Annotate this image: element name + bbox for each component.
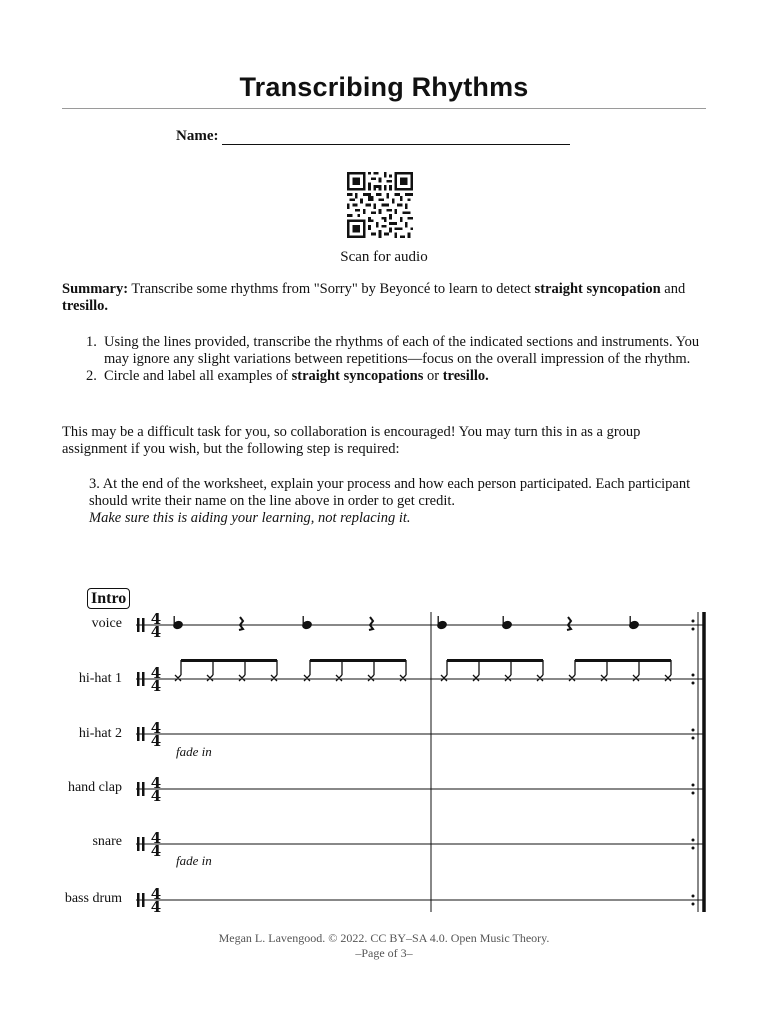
time-sig-hi-hat-2-top: 4 [150, 719, 162, 737]
instrument-label-hi-hat-2: hi-hat 2 [78, 726, 122, 741]
time-sig-hand-clap-bottom: 4 [150, 787, 162, 805]
quarter-rest [369, 617, 373, 630]
quarter-note [629, 616, 640, 630]
summary-label: Summary: [62, 281, 129, 297]
time-sig-hi-hat-2-bottom: 4 [150, 732, 162, 750]
quarter-note [502, 616, 513, 630]
instrument-label-bass-drum: bass drum [64, 891, 122, 906]
staff-system [0, 580, 768, 920]
time-sig-hi-hat-1-top: 4 [150, 664, 162, 682]
instrument-label-voice: voice [91, 616, 122, 631]
annotation-hi-hat-2: fade in [176, 744, 212, 759]
step-3-paragraph [89, 476, 708, 527]
qr-code-icon [347, 172, 413, 238]
beamed-eighths-group [175, 659, 277, 681]
title-rule [62, 108, 706, 109]
instruction-text: Using the lines provided, transcribe the rhythms of each of the indicated sections and instruments. You may ignore any slight variations between repetitions—focus on the overall impression of the rhythm. [104, 334, 700, 367]
step-3-text: 3. At the end of the worksheet, explain your process and how each person participated. Each participant should write their name on the line above in order to get credit. [89, 476, 691, 509]
collaboration-paragraph: This may be a difficult task for you, so collaboration is encouraged! You may turn this in as a group assignment if you wish, but the following step is required: [62, 424, 641, 457]
name-line[interactable] [222, 129, 570, 145]
instruction-text-1: Circle and label all examples of [104, 368, 292, 384]
summary-text-1: Transcribe some rhythms from "Sorry" by Beyoncé to learn to detect [128, 281, 535, 297]
page-title: Transcribing Rhythms [239, 72, 529, 102]
name-row [176, 128, 570, 145]
summary-paragraph [62, 281, 708, 315]
time-sig-snare-bottom: 4 [150, 842, 162, 860]
instruction-number: 2. [86, 368, 97, 384]
time-sig-voice-bottom: 4 [150, 623, 162, 641]
beamed-eighths-group [441, 659, 543, 681]
time-sig-voice-top: 4 [150, 610, 162, 628]
name-label: Name: [176, 128, 219, 144]
quarter-note [302, 616, 313, 630]
quarter-rest [567, 617, 571, 630]
annotation-snare: fade in [176, 853, 212, 868]
instruction-item [86, 368, 708, 385]
footer-page-number: –Page of 3– [355, 946, 413, 960]
footer-credit: Megan L. Lavengood. © 2022. CC BY–SA 4.0. Open Music Theory. [218, 931, 550, 945]
summary-term-straight-syncopation: straight syncopation [534, 281, 661, 297]
term-tresillo: tresillo. [442, 368, 489, 384]
time-sig-bass-drum-bottom: 4 [150, 898, 162, 916]
time-sig-hi-hat-1-bottom: 4 [150, 677, 162, 695]
instruction-text-2: or [423, 368, 443, 384]
qr-caption: Scan for audio [340, 249, 428, 265]
instrument-label-snare: snare [92, 834, 122, 849]
beamed-eighths-group [569, 659, 671, 681]
instrument-label-hi-hat-1: hi-hat 1 [78, 671, 122, 686]
rhythm-score [0, 580, 768, 920]
step-3-note: Make sure this is aiding your learning, not replacing it. [89, 510, 411, 526]
summary-text-2: and [660, 281, 686, 297]
repeat-dots [692, 620, 695, 906]
time-sig-bass-drum-top: 4 [150, 885, 162, 903]
quarter-rest [239, 617, 243, 630]
instrument-label-hand-clap: hand clap [67, 780, 122, 795]
section-label-intro: Intro [87, 588, 130, 609]
instruction-number: 1. [86, 334, 97, 350]
beamed-eighths-group [304, 659, 406, 681]
instruction-list [86, 334, 708, 385]
time-sig-hand-clap-top: 4 [150, 774, 162, 792]
quarter-note [173, 616, 184, 630]
time-sig-snare-top: 4 [150, 829, 162, 847]
term-straight-syncopations: straight syncopations [291, 368, 424, 384]
quarter-note [437, 616, 448, 630]
summary-term-tresillo: tresillo. [62, 298, 109, 314]
instruction-item [86, 334, 708, 368]
